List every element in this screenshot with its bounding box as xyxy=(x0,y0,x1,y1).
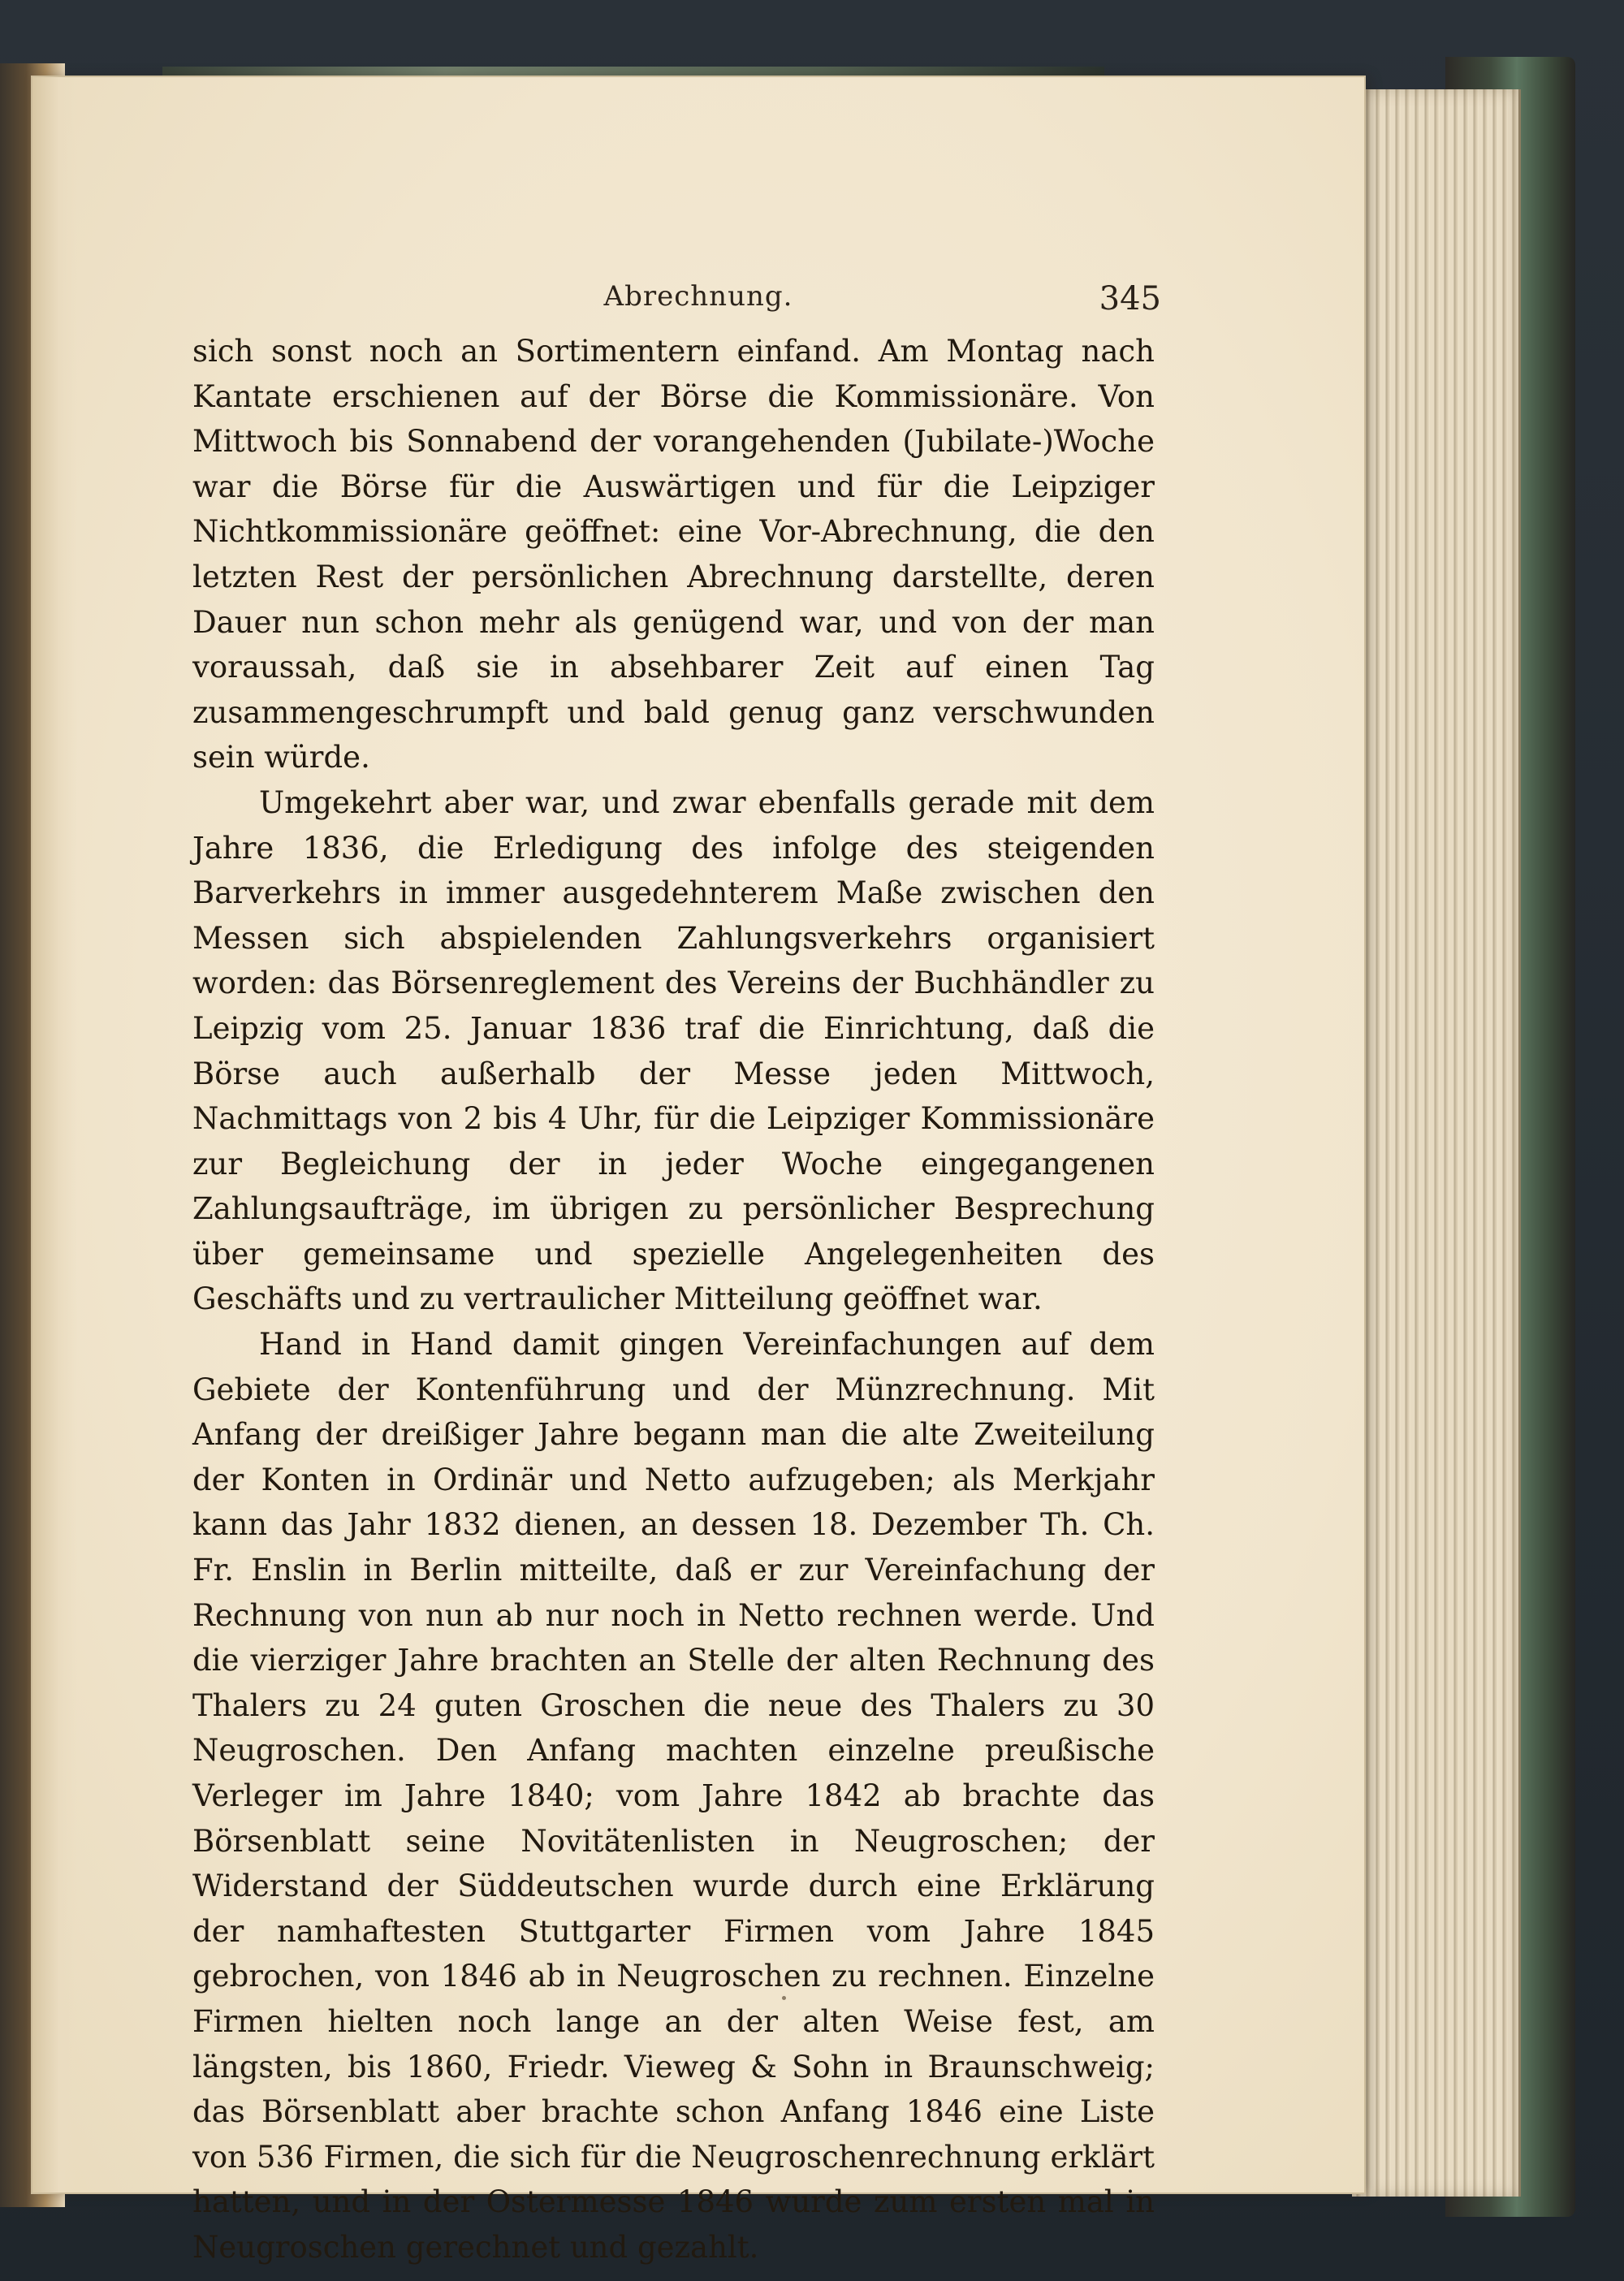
page-block-edges xyxy=(1352,89,1521,2197)
running-head: Abrechnung. xyxy=(603,280,793,313)
ink-speck xyxy=(782,1996,786,2000)
page-number: 345 xyxy=(1099,280,1161,318)
paragraph-3: Hand in Hand damit gingen Vereinfachungen auf dem Gebiete der Kontenführung und der Münzrechnung. Mit Anfang der dreißiger Jahre begann man die alte Zweiteilung der Konten in Ordinär und Netto aufzugeben; als Merkjahr kann das Jahr 1832 dienen, an dessen 18. Dezember Th. Ch. Fr. Enslin in Berlin mitteilte, daß er zur Vereinfachung der Rechnung von nun ab nur noch in Netto rechnen werde. Und die vierziger Jahre brachten an Stelle der alten Rechnung des Thalers zu 24 guten Groschen die neue des Thalers zu 30 Neugroschen. Den Anfang machten einzelne preußische Verleger im Jahre 1840; vom Jahre 1842 ab brachte das Börsenblatt seine Novitätenlisten in Neugroschen; der Widerstand der Süddeutschen wurde durch eine Erklärung der namhaftesten Stuttgarter Firmen vom Jahre 1845 gebrochen, von 1846 ab in Neugroschen zu rechnen. Einzelne Firmen hielten noch lange an der alten Weise fest, am längsten, bis 1860, Friedr. Vieweg & Sohn in Braunschweig; das Börsenblatt aber brachte schon Anfang 1846 eine Liste von 536 Firmen, die sich für die Neugroschenrechnung erklärt hatten, und in der Ostermesse 1846 wurde zum ersten mal in Neugroschen gerechnet und gezahlt. xyxy=(192,1327,1155,2265)
paragraph-1: sich sonst noch an Sortimentern einfand. Am Montag nach Kantate erschienen auf der Börse die Kommissionäre. Von Mittwoch bis Sonnabend der vorangehenden (Jubilate-)Woche war die Börse für die Auswärtigen und für die Leipziger Nichtkommissionäre geöffnet: eine Vor-Abrechnung, die den letzten Rest der persönlichen Abrechnung darstellte, deren Dauer nun schon mehr als genügend war, und von der man voraussah, daß sie in absehbarer Zeit auf einen Tag zusammengeschrumpft und bald genug ganz verschwunden sein würde. xyxy=(192,334,1155,775)
paragraph-2: Umgekehrt aber war, und zwar ebenfalls gerade mit dem Jahre 1836, die Erledigung des infolge des steigenden Barverkehrs in immer ausgedehnterem Maße zwischen den Messen sich abspielenden Zahlungsverkehrs organisiert worden: das Börsenreglement des Vereins der Buchhändler zu Leipzig vom 25. Januar 1836 traf die Einrichtung, daß die Börse auch außerhalb der Messe jeden Mittwoch, Nachmittags von 2 bis 4 Uhr, für die Leipziger Kommissionäre zur Begleichung der in jeder Woche eingegangenen Zahlungsaufträge, im übrigen zu persönlicher Besprechung über gemeinsame und spezielle Angelegenheiten des Geschäfts und zu vertraulicher Mitteilung geöffnet war. xyxy=(192,784,1155,1317)
body-text xyxy=(192,329,1155,2270)
page-gutter-shadow xyxy=(32,77,77,2192)
